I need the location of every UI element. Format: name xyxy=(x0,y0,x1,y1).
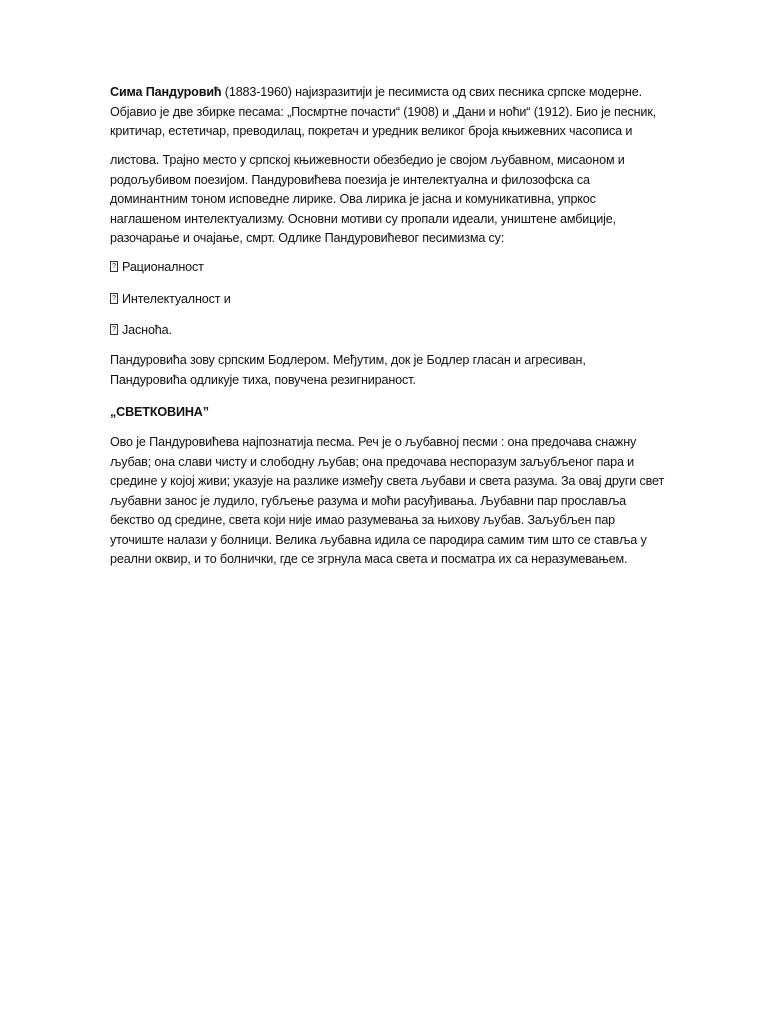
bullet-marker-icon: ? xyxy=(110,261,118,272)
text-line: критичар, естетичар, преводилац, покретач и уредник великог броја књижевних часописа и xyxy=(110,124,633,138)
intro-paragraph xyxy=(110,83,700,142)
text-line: Пандуровића одликује тиха, повучена резигнираност. xyxy=(110,372,416,387)
text-line: Објавио је две збирке песама: „Посмртне почасти“ (1908) и „Дани и ноћи“ (1912). Био је песник, xyxy=(110,104,657,119)
bullet-item xyxy=(110,290,700,310)
section-heading xyxy=(110,403,700,423)
text-line: реални оквир, и то болнички, где се згрнула маса света и посматра их са неразумевањем. xyxy=(110,552,628,566)
text-line: листова. Трајно место у српској књижевности обезбедио је својом љубавном, мисаоном и xyxy=(110,153,625,167)
bullet-item xyxy=(110,258,700,278)
biography-paragraph xyxy=(110,151,700,249)
text-line: Пандуровића зову српским Бодлером. Међутим, док је Бодлер гласан и агресиван, xyxy=(110,353,586,367)
text-fragment: (1883-1960) најизразитији је песимиста од свих песника српске модерне. xyxy=(221,85,642,99)
text-line xyxy=(110,290,700,310)
text-line: наглашеном интелектуализму. Основни мотиви су пропали идеали, уништене амбиције, xyxy=(110,211,616,226)
bullet-text: Интелектуалност и xyxy=(122,292,231,306)
text-line: доминантним тоном исповедне лирике. Ова лирика је јасна и комуникативна, упркос xyxy=(110,192,596,206)
author-name: Сима Пандуровић xyxy=(110,85,222,99)
text-line xyxy=(110,321,700,341)
baudelaire-paragraph xyxy=(110,351,700,390)
text-line xyxy=(110,83,700,103)
bullet-marker-icon: ? xyxy=(110,293,118,304)
poem-analysis-paragraph xyxy=(110,433,700,570)
heading-text: „СВЕТКОВИНА” xyxy=(110,405,209,419)
bullet-item xyxy=(110,321,700,341)
text-line: љубавни занос је лудило, губљење разума и моћи расуђивања. Љубавни пар прославља xyxy=(110,493,627,508)
bullet-text: Рационалност xyxy=(122,260,204,274)
bullet-text: Јасноћа. xyxy=(122,323,172,337)
text-line: родољубивом поезијом. Пандуровићева поезија је интелектуална и филозофска са xyxy=(110,172,590,187)
text-line: разочарање и очајање, смрт. Одлике Пандуровићевог песимизма су: xyxy=(110,231,505,245)
text-line: уточиште налази у болници. Велика љубавна идила се пародира самим тим што се ставља у xyxy=(110,532,647,547)
text-line xyxy=(110,258,700,278)
bullet-marker-icon: ? xyxy=(110,324,118,335)
text-line: бекство од средине, света који није имао разумевања за њихову љубав. Заљубљен пар xyxy=(110,513,616,527)
text-line: Ово је Пандуровићева најпознатија песма. Реч је о љубавној песми : она предочава снажну xyxy=(110,435,637,449)
text-line: средине у којој живи; указује на разлике између света љубави и света разума. За овај други свет xyxy=(110,474,665,488)
text-line: љубав; она слави чисту и слободну љубав; она предочава неспоразум заљубљеног пара и xyxy=(110,454,635,469)
